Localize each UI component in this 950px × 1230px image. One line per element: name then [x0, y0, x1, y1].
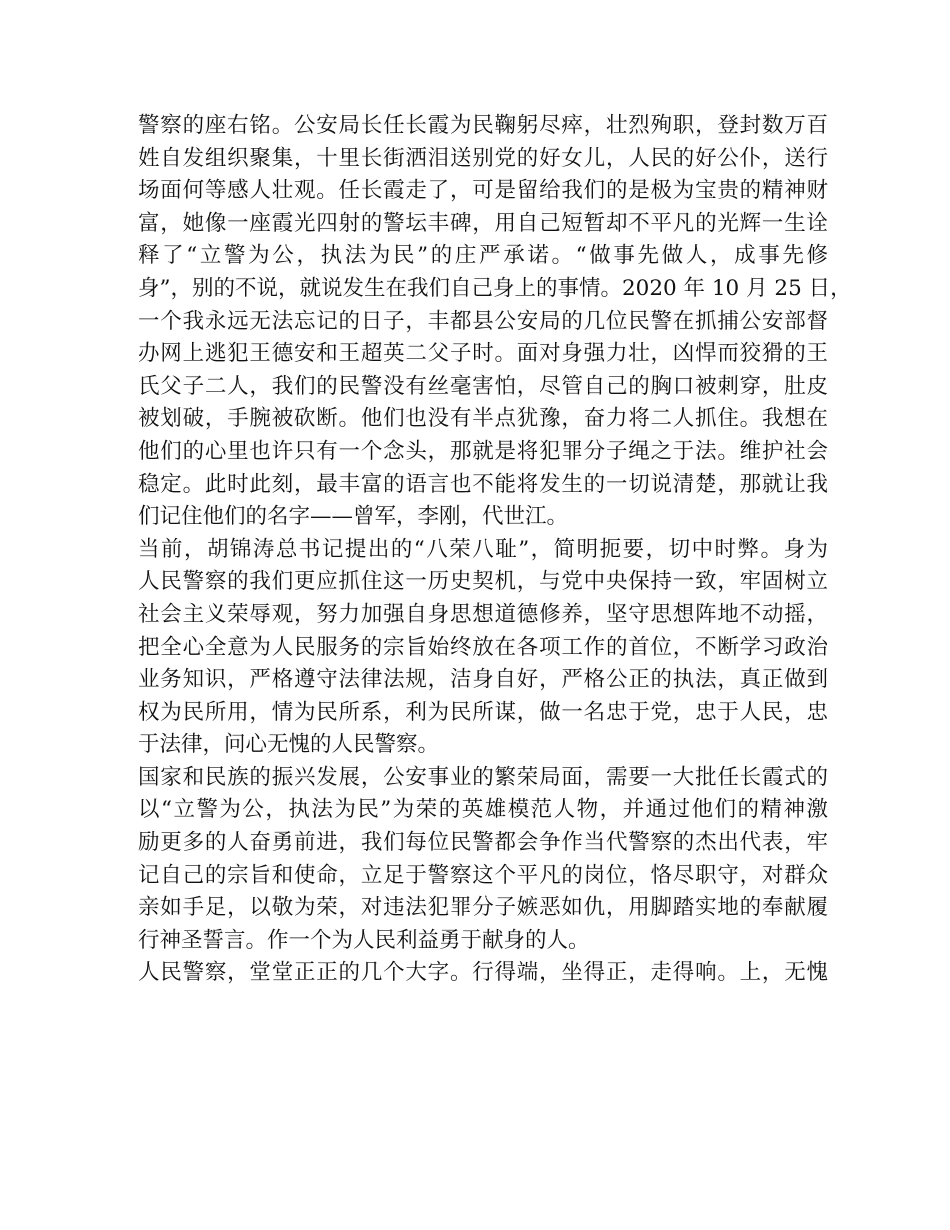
- text-line: 人民警察，堂堂正正的几个大字。行得端，坐得正，走得响。上，无愧: [138, 960, 828, 986]
- text-line: 记自己的宗旨和使命，立足于警察这个平凡的岗位，恪尽职守，对群众: [138, 862, 828, 888]
- text-line: 权为民所用，情为民所系，利为民所谋，做一名忠于党，忠于人民，忠: [138, 699, 828, 725]
- text-line: 行神圣誓言。作一个为人民利益勇于献身的人。: [138, 927, 590, 953]
- text-line: 当前，胡锦涛总书记提出的“八荣八耻”，简明扼要，切中时弊。身为: [138, 536, 828, 562]
- text-line: 他们的心里也许只有一个念头，那就是将犯罪分子绳之于法。维护社会: [138, 438, 828, 464]
- text-line: 人民警察的我们更应抓住这一历史契机，与党中央保持一致，牢固树立: [138, 569, 828, 595]
- paragraph-4: [138, 957, 828, 990]
- text-line: 于法律，问心无愧的人民警察。: [138, 732, 440, 758]
- paragraph-1: [138, 110, 852, 534]
- text-line: 励更多的人奋勇前进，我们每位民警都会争作当代警察的杰出代表，牢: [138, 830, 828, 856]
- text-line: 姓自发组织聚集，十里长街洒泪送别党的好女儿，人民的好公仆，送行: [138, 145, 828, 171]
- text-line: 被划破，手腕被砍断。他们也没有半点犹豫，奋力将二人抓住。我想在: [138, 406, 828, 432]
- paragraph-3: [138, 762, 828, 958]
- text-line: 释了“立警为公，执法为民”的庄严承诺。“做事先做人，成事先修: [138, 243, 828, 269]
- text-line: 把全心全意为人民服务的宗旨始终放在各项工作的首位，不断学习政治: [138, 634, 828, 660]
- text-line: 办网上逃犯王德安和王超英二父子时。面对身强力壮，凶悍而狡猾的王: [138, 341, 828, 367]
- text-line: 们记住他们的名字——曾军，李刚，代世江。: [138, 504, 569, 530]
- text-line: 以“立警为公，执法为民”为荣的英雄模范人物，并通过他们的精神激: [138, 797, 828, 823]
- text-line: 国家和民族的振兴发展，公安事业的繁荣局面，需要一大批任长霞式的: [138, 764, 828, 790]
- text-line: 业务知识，严格遵守法律法规，洁身自好，严格公正的执法，真正做到: [138, 667, 828, 693]
- text-line: 警察的座右铭。公安局长任长霞为民鞠躬尽瘁，壮烈殉职，登封数万百: [138, 113, 828, 138]
- text-line: 氏父子二人，我们的民警没有丝毫害怕，尽管自己的胸口被刺穿，肚皮: [138, 373, 828, 399]
- text-line: 身”，别的不说，就说发生在我们自己身上的事情。2020 年 10 月 25 日，: [138, 275, 852, 301]
- body-text: [138, 110, 852, 990]
- paragraph-2: [138, 534, 828, 762]
- text-line: 富，她像一座霞光四射的警坛丰碑，用自己短暂却不平凡的光辉一生诠: [138, 210, 828, 236]
- text-line: 场面何等感人壮观。任长霞走了，可是留给我们的是极为宝贵的精神财: [138, 178, 828, 204]
- text-line: 社会主义荣辱观，努力加强自身思想道德修养，坚守思想阵地不动摇，: [138, 601, 828, 627]
- text-line: 亲如手足，以敬为荣，对违法犯罪分子嫉恶如仇，用脚踏实地的奉献履: [138, 895, 828, 921]
- text-line: 一个我永远无法忘记的日子，丰都县公安局的几位民警在抓捕公安部督: [138, 308, 828, 334]
- text-line: 稳定。此时此刻，最丰富的语言也不能将发生的一切说清楚，那就让我: [138, 471, 828, 497]
